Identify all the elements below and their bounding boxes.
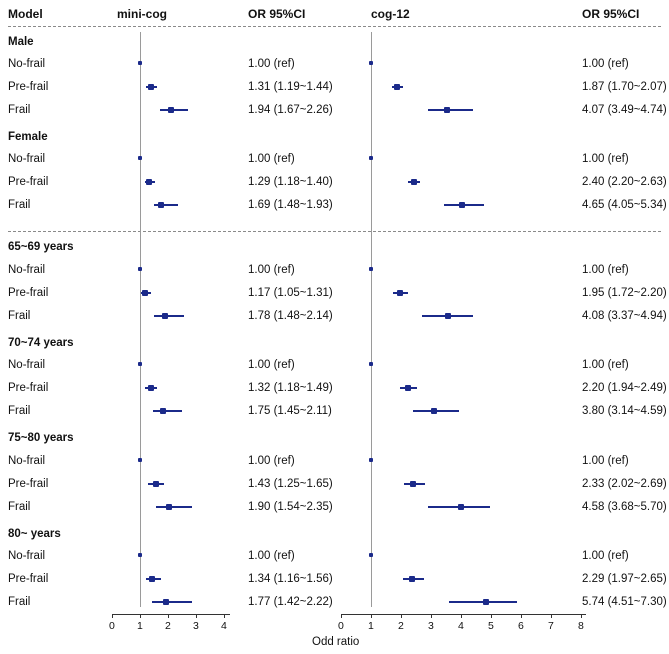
point-marker	[138, 458, 142, 462]
axis-tick-label: 4	[458, 620, 464, 632]
point-marker	[409, 576, 415, 582]
row-label: No-frail	[8, 58, 46, 70]
row-estimate-cog12: 2.20 (1.94~2.49)	[582, 382, 667, 394]
point-marker	[397, 290, 403, 296]
column-header-or-right: OR 95%CI	[582, 7, 640, 21]
point-marker	[369, 156, 373, 160]
point-marker	[369, 458, 373, 462]
point-marker	[146, 179, 152, 185]
row-estimate-minicog: 1.77 (1.42~2.22)	[248, 596, 333, 608]
row-label: Frail	[8, 405, 31, 417]
axis-tick-label: 6	[518, 620, 524, 632]
group-label: Female	[8, 131, 48, 143]
row-label: Frail	[8, 310, 31, 322]
point-marker	[394, 84, 400, 90]
row-estimate-cog12: 4.65 (4.05~5.34)	[582, 199, 667, 211]
row-estimate-cog12: 1.95 (1.72~2.20)	[582, 287, 667, 299]
point-marker	[431, 408, 437, 414]
axis-tick-label: 3	[193, 620, 199, 632]
row-estimate-minicog: 1.00 (ref)	[248, 455, 295, 467]
point-marker	[138, 267, 142, 271]
row-estimate-cog12: 2.29 (1.97~2.65)	[582, 573, 667, 585]
row-estimate-minicog: 1.00 (ref)	[248, 264, 295, 276]
row-estimate-cog12: 4.58 (3.68~5.70)	[582, 501, 667, 513]
row-label: Pre-frail	[8, 176, 49, 188]
row-label: Pre-frail	[8, 478, 49, 490]
row-estimate-minicog: 1.43 (1.25~1.65)	[248, 478, 333, 490]
axis-tick	[431, 614, 432, 618]
row-estimate-cog12: 3.80 (3.14~4.59)	[582, 405, 667, 417]
row-estimate-cog12: 2.33 (2.02~2.69)	[582, 478, 667, 490]
axis-tick	[461, 614, 462, 618]
axis-tick	[581, 614, 582, 618]
point-marker	[444, 107, 450, 113]
axis-tick	[401, 614, 402, 618]
axis-tick-label: 3	[428, 620, 434, 632]
row-estimate-minicog: 1.29 (1.18~1.40)	[248, 176, 333, 188]
column-header-or-left: OR 95%CI	[248, 7, 306, 21]
axis-tick	[140, 614, 141, 618]
column-header-minicog: mini-cog	[117, 7, 167, 21]
point-marker	[166, 504, 172, 510]
header-separator	[8, 26, 661, 27]
row-label: No-frail	[8, 264, 46, 276]
row-estimate-minicog: 1.34 (1.16~1.56)	[248, 573, 333, 585]
axis-tick	[371, 614, 372, 618]
axis-tick-label: 5	[488, 620, 494, 632]
row-estimate-minicog: 1.00 (ref)	[248, 359, 295, 371]
row-estimate-minicog: 1.94 (1.67~2.26)	[248, 104, 333, 116]
point-marker	[405, 385, 411, 391]
axis-tick-label: 8	[578, 620, 584, 632]
row-estimate-minicog: 1.90 (1.54~2.35)	[248, 501, 333, 513]
row-estimate-minicog: 1.31 (1.19~1.44)	[248, 81, 333, 93]
row-label: Pre-frail	[8, 81, 49, 93]
group-separator-1	[8, 231, 661, 232]
row-estimate-cog12: 1.00 (ref)	[582, 264, 629, 276]
row-label: Frail	[8, 596, 31, 608]
row-estimate-minicog: 1.00 (ref)	[248, 58, 295, 70]
row-estimate-cog12: 1.00 (ref)	[582, 359, 629, 371]
x-axis-label: Odd ratio	[312, 636, 360, 648]
column-header-model: Model	[8, 7, 43, 21]
ci-bar	[428, 109, 473, 111]
point-marker	[153, 481, 159, 487]
row-label: No-frail	[8, 153, 46, 165]
row-estimate-cog12: 5.74 (4.51~7.30)	[582, 596, 667, 608]
row-estimate-minicog: 1.32 (1.18~1.49)	[248, 382, 333, 394]
point-marker	[138, 362, 142, 366]
axis-tick	[224, 614, 225, 618]
point-marker	[445, 313, 451, 319]
ci-bar	[153, 410, 182, 412]
column-header-cog12: cog-12	[371, 7, 410, 21]
axis-tick-label: 1	[368, 620, 374, 632]
point-marker	[138, 156, 142, 160]
group-label: 75~80 years	[8, 432, 74, 444]
point-marker	[411, 179, 417, 185]
point-marker	[142, 290, 148, 296]
ci-bar	[154, 315, 184, 317]
row-label: No-frail	[8, 359, 46, 371]
row-estimate-minicog: 1.78 (1.48~2.14)	[248, 310, 333, 322]
point-marker	[149, 576, 155, 582]
axis-tick-label: 2	[165, 620, 171, 632]
point-marker	[162, 313, 168, 319]
axis-tick	[521, 614, 522, 618]
axis-tick	[551, 614, 552, 618]
group-label: 70~74 years	[8, 337, 74, 349]
point-marker	[148, 385, 154, 391]
axis-tick	[168, 614, 169, 618]
point-marker	[138, 61, 142, 65]
row-estimate-minicog: 1.00 (ref)	[248, 550, 295, 562]
point-marker	[148, 84, 154, 90]
row-estimate-minicog: 1.69 (1.48~1.93)	[248, 199, 333, 211]
point-marker	[459, 202, 465, 208]
point-marker	[369, 553, 373, 557]
row-estimate-cog12: 4.08 (3.37~4.94)	[582, 310, 667, 322]
point-marker	[410, 481, 416, 487]
point-marker	[168, 107, 174, 113]
row-estimate-cog12: 2.40 (2.20~2.63)	[582, 176, 667, 188]
point-marker	[160, 408, 166, 414]
axis-tick	[491, 614, 492, 618]
row-estimate-minicog: 1.75 (1.45~2.11)	[248, 405, 332, 417]
row-label: Pre-frail	[8, 573, 49, 585]
point-marker	[458, 504, 464, 510]
row-label: No-frail	[8, 550, 46, 562]
ci-bar	[156, 506, 192, 508]
row-label: Pre-frail	[8, 382, 49, 394]
point-marker	[483, 599, 489, 605]
axis-tick	[196, 614, 197, 618]
row-label: Frail	[8, 501, 31, 513]
axis-tick-label: 0	[109, 620, 115, 632]
reference-line-cog12	[371, 32, 372, 607]
x-axis-cog12	[341, 614, 586, 615]
axis-tick	[112, 614, 113, 618]
row-estimate-minicog: 1.17 (1.05~1.31)	[248, 287, 333, 299]
group-label: 65~69 years	[8, 241, 74, 253]
ci-bar	[152, 601, 192, 603]
axis-tick-label: 4	[221, 620, 227, 632]
axis-tick	[341, 614, 342, 618]
ci-bar	[160, 109, 188, 111]
point-marker	[369, 362, 373, 366]
axis-tick-label: 0	[338, 620, 344, 632]
row-estimate-cog12: 1.00 (ref)	[582, 153, 629, 165]
row-label: No-frail	[8, 455, 46, 467]
row-label: Frail	[8, 199, 31, 211]
point-marker	[138, 553, 142, 557]
row-label: Pre-frail	[8, 287, 49, 299]
x-axis-minicog	[112, 614, 230, 615]
row-estimate-cog12: 1.00 (ref)	[582, 455, 629, 467]
point-marker	[158, 202, 164, 208]
row-estimate-minicog: 1.00 (ref)	[248, 153, 295, 165]
reference-line-minicog	[140, 32, 141, 607]
axis-tick-label: 1	[137, 620, 143, 632]
row-estimate-cog12: 1.00 (ref)	[582, 550, 629, 562]
point-marker	[163, 599, 169, 605]
row-estimate-cog12: 1.00 (ref)	[582, 58, 629, 70]
row-estimate-cog12: 1.87 (1.70~2.07)	[582, 81, 667, 93]
row-estimate-cog12: 4.07 (3.49~4.74)	[582, 104, 667, 116]
axis-tick-label: 2	[398, 620, 404, 632]
row-label: Frail	[8, 104, 31, 116]
point-marker	[369, 267, 373, 271]
point-marker	[369, 61, 373, 65]
group-label: 80~ years	[8, 528, 61, 540]
group-label: Male	[8, 36, 34, 48]
axis-tick-label: 7	[548, 620, 554, 632]
